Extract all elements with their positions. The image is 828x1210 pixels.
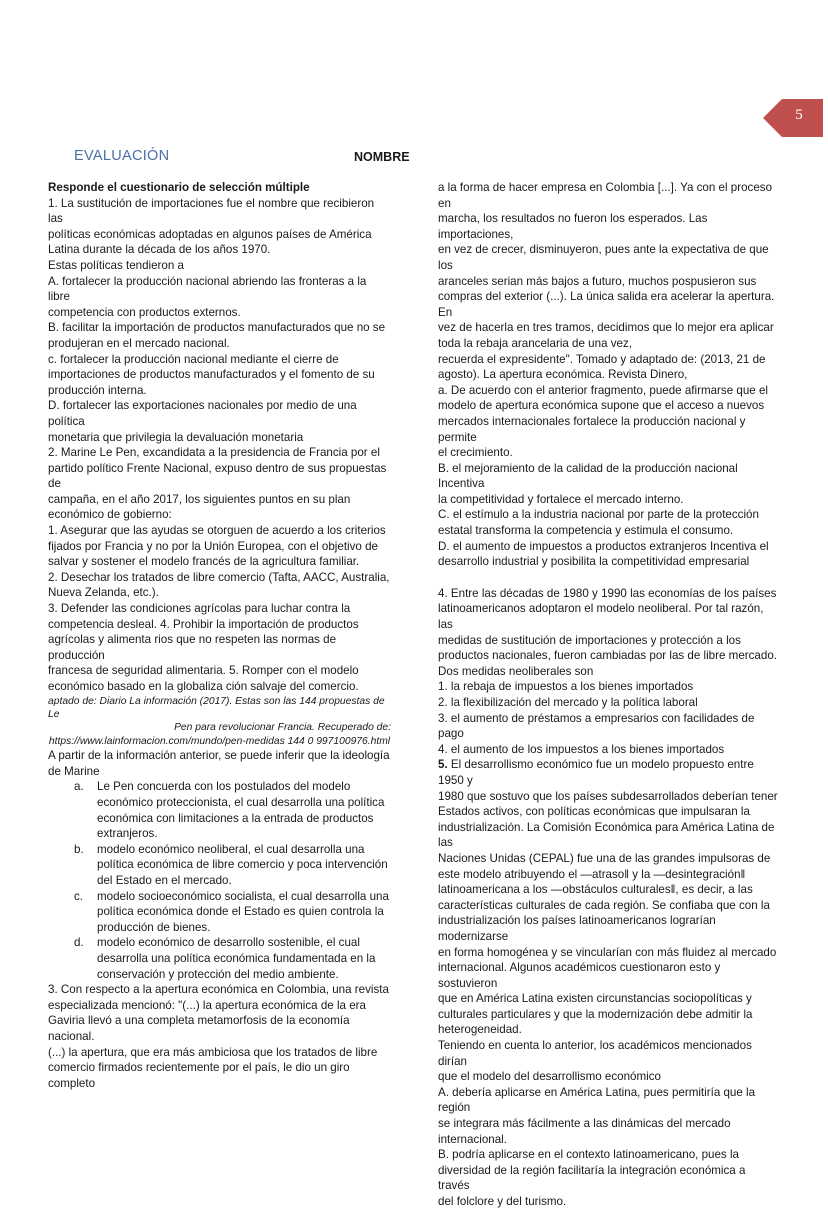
text-line: industrialización. La Comisión Económica para América Latina de las [438,820,775,850]
text-line: C. el estímulo a la industria nacional por parte de la protección [438,508,759,522]
text-line: de Marine [48,764,100,778]
text-line: el crecimiento. [438,446,513,460]
text-line: del folclore y del turismo. [438,1195,567,1208]
text-line: internacional. Algunos académicos cuestionaron esto y sostuvieron [438,961,721,990]
text-line: política económica donde el Estado es quien controla la [97,905,384,919]
q1-option-a [48,274,391,321]
text-line: A partir de la información anterior, se puede inferir que la ideología [48,749,390,763]
text-line: económica con limitaciones a la entrada de productos [97,811,374,825]
text-line: en forma homogénea y se vincularían con más fluidez al mercado [438,945,777,959]
text-line: Le Pen concuerda con los postulados del modelo [97,780,351,794]
text-line: mercados internacionales fortalece la producción nacional y permite [438,414,746,444]
q1-option-d [48,398,391,445]
text-line: Estas políticas tendieron a [48,258,184,272]
text-line: competencia desleal. 4. Prohibir la importación de productos [48,617,359,631]
text-line: características culturales de cada región. Se confiaba que con la [438,898,770,912]
text-line: francesa de seguridad alimentaria. 5. Romper con el modelo [48,664,359,678]
question-1 [48,196,391,446]
text-line: toda la rebaja arancelaria de una vez, [438,336,633,350]
text-line: D. el aumento de impuestos a productos extranjeros Incentiva el [438,539,769,553]
text-line: modelo socioeconómico socialista, el cual desarrolla una [97,889,389,903]
text-line: (...) la apertura, que era más ambiciosa que los tratados de libre [48,1045,378,1059]
text-line: medidas de sustitución de importaciones y protección a los [438,633,741,647]
text-line: producción de bienes. [97,920,211,934]
text-line: especializada mencionó: "(...) la apertura económica de la era [48,998,366,1012]
text-line: desarrollo industrial y posibilita la competitividad empresarial [438,555,750,569]
text-line: productos nacionales, fueron cambiadas por las de libre mercado. [438,649,777,663]
text-line: D. fortalecer las exportaciones nacionales por medio de una política [48,399,357,428]
text-line: Naciones Unidas (CEPAL) fue una de las grandes impulsoras de [438,851,771,865]
text-line: diversidad de la región facilitaría la integración económica a través [438,1163,746,1193]
text-line: económico de gobierno: [48,508,172,522]
q2-option-b [48,842,391,889]
text-line: industrialización los países latinoamericanos lograrían modernizarse [438,914,716,943]
text-line: fijados por Francia y no por la Unión Europea, con el objetivo de [48,539,378,553]
text-line: conservación y protección del medio ambiente. [97,967,339,981]
question-3-continued [438,180,778,383]
text-line: c. fortalecer la producción nacional mediante el cierre de [48,352,339,366]
text-line: a la forma de hacer empresa en Colombia [...]. Ya con el proceso en [438,181,773,210]
text-line: compras del exterior (...). La única salida era acelerar la apertura. En [438,290,775,319]
text-line: heterogeneidad. [438,1023,522,1037]
option-label: a. [74,780,84,794]
text-line: desarrolla una política económica fundamentada en la [97,951,376,965]
q1-option-c [48,352,391,399]
text-line: Estados activos, con políticas económicas que impulsaran la [438,805,750,819]
text-line: A. debería aplicarse en América Latina, pues permitiría que la región [438,1085,756,1115]
text-line: campaña, en el año 2017, los siguientes puntos en su plan [48,492,351,506]
question-number: 5. [438,758,448,772]
text-line: recuerda el expresidente". Tomado y adaptado de: (2013, 21 de [438,352,766,366]
text-line: marcha, los resultados no fueron los esperados. Las importaciones, [438,212,708,241]
page-number: 5 [795,107,803,123]
text-line: Latina durante la década de los años 1970. [48,243,271,257]
text-line: económico proteccionista, el cual desarrolla una política [97,796,385,809]
text-line: 3. Defender las condiciones agrícolas para luchar contra la [48,602,351,616]
question-3-start [48,982,391,1091]
text-line: Gaviria llevó a una completa metamorfosis de la economía nacional. [48,1014,350,1043]
instructions-heading: Responde el cuestionario de selección múltiple [48,181,310,194]
text-line: produjeran en el mercado nacional. [48,336,230,350]
text-line [438,757,778,788]
text-line: modelo económico neoliberal, el cual desarrolla una [97,842,365,856]
source-citation [48,695,391,749]
question-2 [48,445,391,982]
option-label: c. [74,889,84,903]
text-line: A. fortalecer la producción nacional abriendo las fronteras a la libre [48,274,367,304]
question-3-options [438,383,778,570]
paragraph-spacer [438,570,778,586]
name-label: NOMBRE [354,150,410,164]
option-label: d. [74,936,84,950]
q2-option-d [48,935,391,982]
text-line: 1. Asegurar que las ayudas se otorguen de acuerdo a los criterios [48,524,386,538]
text-line: 4. el aumento de los impuestos a los bienes importados [438,742,725,756]
text-line: competencia con productos externos. [48,305,241,319]
text-line: latinoamericana a los ―obstáculos culturalesǁ, es decir, a las [438,883,753,897]
text-line: partido político Frente Nacional, expuso dentro de sus propuestas de [48,461,387,491]
page-number-badge [763,99,823,137]
text-line: este modelo atribuyendo el ―atrasoǁ y la ―desintegraciónǁ [438,867,746,881]
text-line: importaciones de productos manufacturados y el fomento de su [48,368,375,382]
text-line: en vez de crecer, disminuyeron, pues ante la expectativa de que los [438,243,769,272]
q1-option-b [48,320,391,351]
text-line: 2. Desechar los tratados de libre comercio (Tafta, AACC, Australia, [48,570,390,584]
text-line: B. facilitar la importación de productos manufacturados que no se [48,321,386,335]
text-line: que en América Latina existen circunstancias sociopolíticas y [438,992,752,1006]
question-5 [438,757,778,1209]
text-line: 1980 que sostuvo que los países subdesarrollados deberían tener [438,789,778,803]
text-line: se integrara más fácilmente a las dinámicas del mercado [438,1117,731,1131]
citation-line: aptado de: Diario La información (2017). Estas son las 144 propuestas de Le [48,695,385,720]
text-line: comercio firmados recientemente por el país, le dio un giro completo [48,1061,350,1090]
text-line: modelo de apertura económica supone que el acceso a nuevos [438,399,765,413]
text-line: del Estado en el mercado. [97,873,232,887]
text-line: producción interna. [48,383,147,397]
citation-url: https://www.lainformacion.com/mundo/pen-medidas 144 0 997100976.html [48,735,391,747]
text-line: Nueva Zelanda, etc.). [48,586,159,600]
text-line: culturales particulares y que la modernización debe admitir la [438,1007,753,1021]
text-line: salvar y sostener el modelo francés de la agricultura familiar. [48,555,360,569]
citation-line: Pen para revolucionar Francia. Recuperado de: [174,722,391,734]
text-line: la competitividad y fortalece el mercado interno. [438,492,684,506]
text-line: internacional. [438,1132,507,1146]
left-column [48,180,391,1091]
text-line: estatal transforma la competencia y estimula el consumo. [438,524,734,538]
text-line: política económica de libre comercio y poca intervención [97,858,388,872]
option-label: b. [74,842,84,856]
text-line: 3. el aumento de préstamos a empresarios con facilidades de pago [438,711,755,741]
text-line: vez de hacerla en tres tramos, decidimos que lo mejor era aplicar [438,321,774,335]
text-line: extranjeros. [97,827,158,841]
text-line: 3. Con respecto a la apertura económica en Colombia, una revista [48,983,389,997]
q2-option-c [48,889,391,936]
text-line: agosto). La apertura económica. Revista Dinero, [438,368,688,382]
page-title: EVALUACIÓN [74,148,170,164]
text-line: B. el mejoramiento de la calidad de la producción nacional Incentiva [438,461,738,491]
text-line: agrícolas y alimenta rios que no respeten las normas de producción [48,633,337,662]
right-column [438,180,778,1210]
text-line: 2. Marine Le Pen, excandidata a la presidencia de Francia por el [48,446,380,460]
text-line: 1. la rebaja de impuestos a los bienes importados [438,680,694,694]
text-line: Teniendo en cuenta lo anterior, los académicos mencionados dirían [438,1039,752,1068]
text-line: 2. la flexibilización del mercado y la política laboral [438,696,698,709]
text-line: 1. La sustitución de importaciones fue el nombre que recibieron las [48,196,375,226]
text-line: B. podría aplicarse en el contexto latinoamericano, pues la [438,1148,739,1162]
text-line: que el modelo del desarrollismo económico [438,1070,661,1084]
text-span: El desarrollismo económico fue un modelo propuesto entre 1950 y [438,758,754,787]
text-line: modelo económico de desarrollo sostenible, el cual [97,936,360,950]
text-line: políticas económicas adoptadas en algunos países de América [48,227,372,241]
text-line: aranceles serian más bajos a futuro, muchos pospusieron sus [438,274,757,288]
q2-option-a [48,779,391,841]
text-line: 4. Entre las décadas de 1980 y 1990 las economías de los países [438,586,777,600]
text-line: monetaria que privilegia la devaluación monetaria [48,430,304,444]
text-line: económico basado en la globaliza ción salvaje del comercio. [48,680,359,693]
text-line: a. De acuerdo con el anterior fragmento, puede afirmarse que el [438,383,768,397]
question-4 [438,586,778,758]
text-line: Dos medidas neoliberales son [438,664,594,678]
text-line: latinoamericanos adoptaron el modelo neoliberal. Por tal razón, las [438,602,764,632]
